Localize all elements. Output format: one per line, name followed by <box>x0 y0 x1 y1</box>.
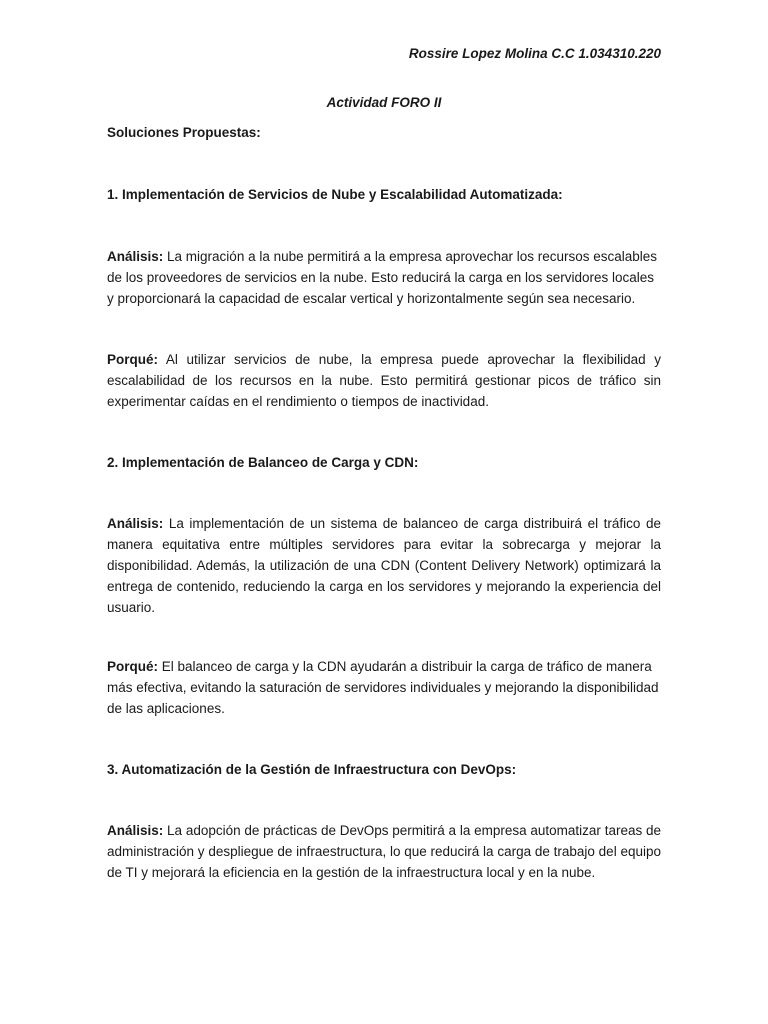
porque-label: Porqué: <box>107 659 159 674</box>
document-title: Actividad FORO II <box>326 95 442 110</box>
analisis-label: Análisis: <box>107 516 164 531</box>
porque-text: El balanceo de carga y la CDN ayudarán a distribuir la carga de tráfico de manera más efectiva, evitando la saturación de servidores individuales y mejorando la disponibilidad de las aplicaciones. <box>107 659 659 716</box>
section-1-analisis <box>107 246 661 309</box>
section-2-porque <box>107 656 661 719</box>
section-heading-2: 2. Implementación de Balanceo de Carga y CDN: <box>107 455 419 470</box>
section-3-analisis <box>107 820 661 883</box>
section-2-analisis <box>107 513 661 618</box>
analisis-label: Análisis: <box>107 823 164 838</box>
porque-label: Porqué: <box>107 352 159 367</box>
section-1-porque <box>107 349 661 412</box>
porque-text: Al utilizar servicios de nube, la empresa puede aprovechar la flexibilidad y escalabilidad de los recursos en la nube. Esto permitirá gestionar picos de tráfico sin experimentar caídas en el rendimiento o tiempos de inactividad. <box>107 352 661 409</box>
analisis-text: La adopción de prácticas de DevOps permitirá a la empresa automatizar tareas de administración y despliegue de infraestructura, lo que reducirá la carga de trabajo del equipo de TI y mejorará la eficiencia en la gestión de la infraestructura local y en la nube. <box>107 823 661 880</box>
author-line: Rossire Lopez Molina C.C 1.034310.220 <box>408 46 661 61</box>
section-heading-1: 1. Implementación de Servicios de Nube y Escalabilidad Automatizada: <box>107 187 563 202</box>
analisis-text: La migración a la nube permitirá a la empresa aprovechar los recursos escalables de los proveedores de servicios en la nube. Esto reducirá la carga en los servidores locales y proporcionará la capacidad de escalar vertical y horizontalmente según sea necesario. <box>107 249 658 306</box>
document-subtitle: Soluciones Propuestas: <box>107 125 261 140</box>
section-heading-3: 3. Automatización de la Gestión de Infraestructura con DevOps: <box>107 762 517 777</box>
analisis-text: La implementación de un sistema de balanceo de carga distribuirá el tráfico de manera equitativa entre múltiples servidores para evitar la sobrecarga y mejorar la disponibilidad. Además, la utilización de una CDN (Content Delivery Network) optimizará la entrega de contenido, reduciendo la carga en los servidores y mejorando la experiencia del usuario. <box>107 516 661 615</box>
analisis-label: Análisis: <box>107 249 164 264</box>
